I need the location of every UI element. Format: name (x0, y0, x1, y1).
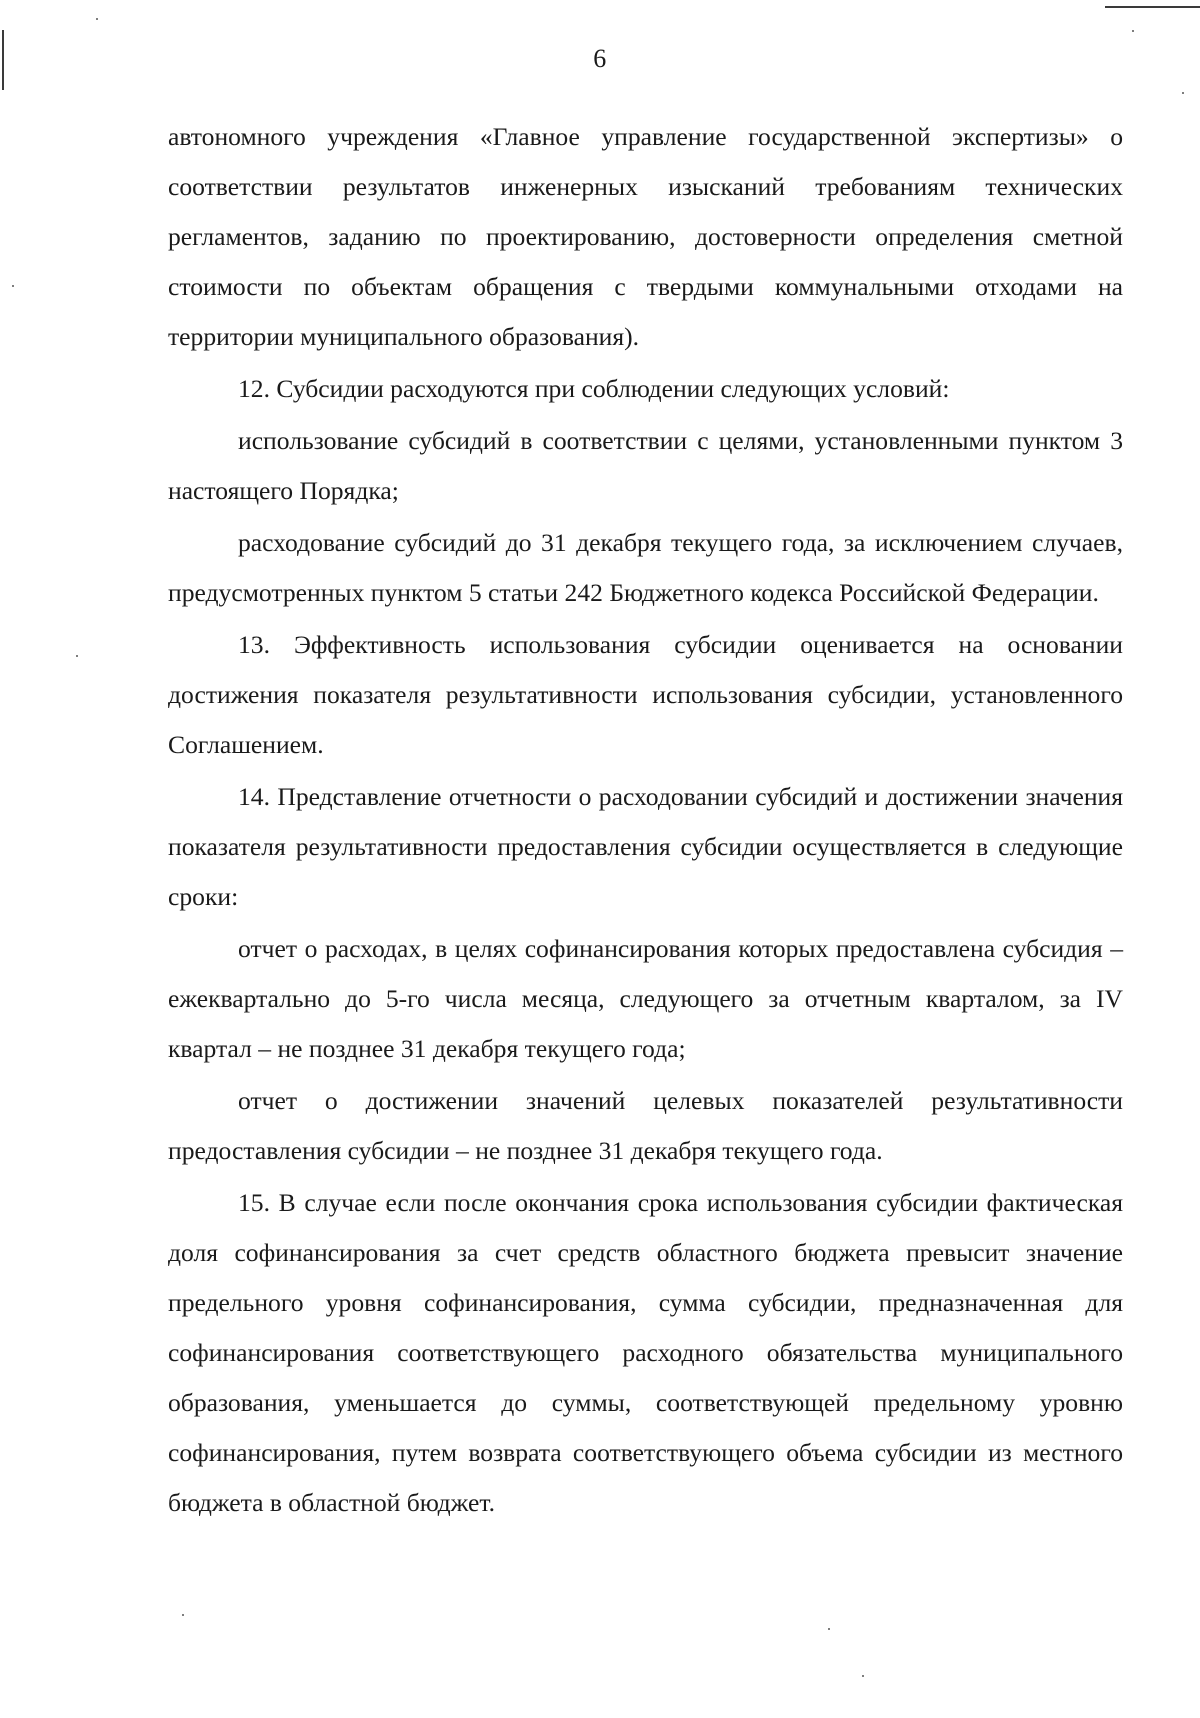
page-number: 6 (593, 44, 607, 73)
scan-speck (12, 285, 14, 287)
scan-speck (1132, 30, 1134, 32)
scan-speck (1182, 92, 1184, 94)
paragraph-item-15: 15. В случае если после окончания срока использования субсидии фактическая доля софинансирования за счет средств областного бюджета превысит значение предельного уровня софинансирования, сумма субсидии, предназначенная для софинансирования соответствующего расходного обязательства муниципального образования, уменьшается до суммы, соответствующей предельному уровню софинансирования, путем возврата соответствующего объема субсидии из местного бюджета в областной бюджет. (168, 1188, 1123, 1517)
scan-speck (76, 655, 78, 657)
paragraph-item-13: 13. Эффективность использования субсидии оценивается на основании достижения показателя результативности использования субсидии, установленного Соглашением. (168, 630, 1123, 759)
paragraph-condition-spending: расходование субсидий до 31 декабря текущего года, за исключением случаев, предусмотренных пунктом 5 статьи 242 Бюджетного кодекса Российской Федерации. (168, 528, 1123, 607)
scan-speck (828, 1628, 830, 1630)
document-body (168, 112, 1123, 1528)
paragraph-item-14: 14. Представление отчетности о расходовании субсидий и достижении значения показателя результативности предоставления субсидии осуществляется в следующие сроки: (168, 782, 1123, 911)
paragraph-item-12: 12. Субсидии расходуются при соблюдении следующих условий: (238, 374, 950, 403)
scan-speck (96, 18, 98, 20)
paragraph-target-report: отчет о достижении значений целевых показателей результативности предоставления субсидии – не позднее 31 декабря текущего года. (168, 1086, 1123, 1165)
scan-speck (862, 1675, 864, 1677)
paragraph-condition-use: использование субсидий в соответствии с целями, установленными пунктом 3 настоящего Порядка; (168, 426, 1123, 505)
paragraph-expense-report: отчет о расходах, в целях софинансирования которых предоставлена субсидия – ежеквартально до 5-го числа месяца, следующего за отчетным кварталом, за IV квартал – не позднее 31 декабря текущего года; (168, 934, 1123, 1063)
scan-edge-mark (1105, 6, 1200, 8)
paragraph-continuation: автономного учреждения «Главное управление государственной экспертизы» о соответствии результатов инженерных изысканий требованиям технических регламентов, заданию по проектированию, достоверности определения сметной стоимости по объектам обращения с твердыми коммунальными отходами на территории муниципального образования). (168, 122, 1123, 351)
scan-speck (182, 1614, 184, 1616)
